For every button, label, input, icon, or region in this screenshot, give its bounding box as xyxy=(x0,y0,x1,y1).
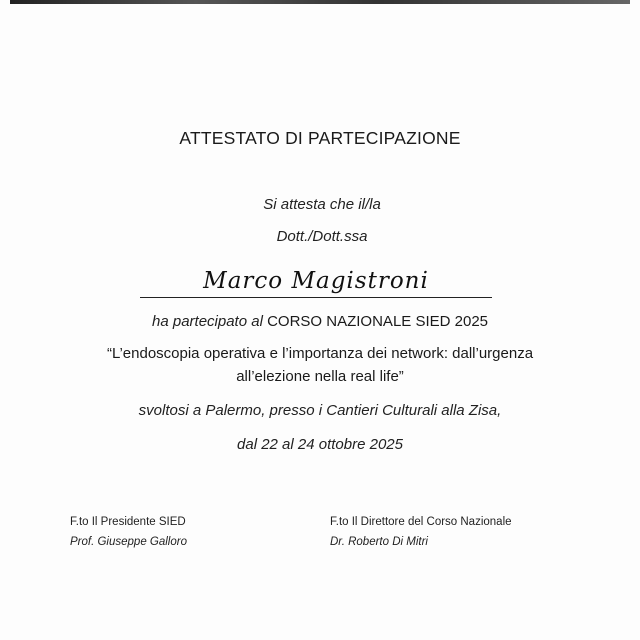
scan-edge xyxy=(10,0,630,4)
certificate-title: ATTESTATO DI PARTECIPAZIONE xyxy=(179,128,461,148)
intro-text: Si attesta che il/la xyxy=(263,196,381,213)
course-title-line2: all’elezione nella real life” xyxy=(236,368,404,385)
participation-line xyxy=(0,313,640,330)
signature-president xyxy=(70,512,187,552)
signature-name: Dr. Roberto Di Mitri xyxy=(330,536,428,548)
participant-name: Marco Magistroni xyxy=(203,268,429,294)
signature-role: F.to Il Presidente SIED xyxy=(70,516,186,528)
course-name: CORSO NAZIONALE SIED 2025 xyxy=(267,313,488,330)
venue: svoltosi a Palermo, presso i Cantieri Culturali alla Zisa, xyxy=(138,402,502,419)
signature-name: Prof. Giuseppe Galloro xyxy=(70,536,187,548)
signature-role: F.to Il Direttore del Corso Nazionale xyxy=(330,516,512,528)
signature-director xyxy=(330,512,512,552)
participation-prefix: ha partecipato al xyxy=(152,313,263,330)
dates: dal 22 al 24 ottobre 2025 xyxy=(237,436,403,453)
course-title-line1: “L’endoscopia operativa e l’importanza dei network: dall’urgenza xyxy=(106,345,534,362)
name-underline xyxy=(140,297,492,298)
honorific: Dott./Dott.ssa xyxy=(276,228,368,245)
